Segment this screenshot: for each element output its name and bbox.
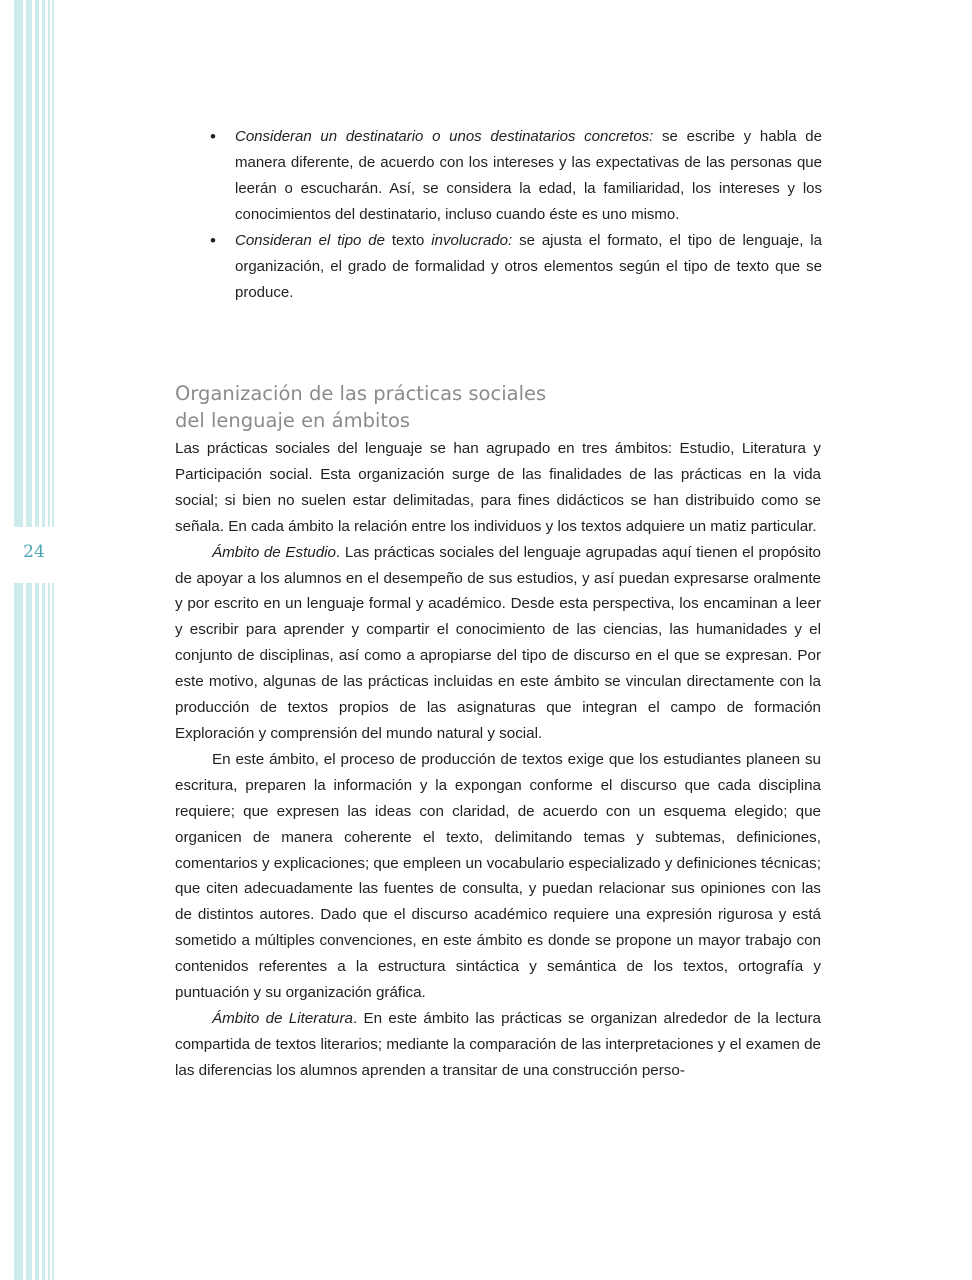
paragraph [175, 1006, 821, 1084]
stripe [48, 0, 50, 1280]
bullet-lead-plain: texto [384, 232, 432, 249]
stripe [14, 0, 23, 1280]
paragraph-text: . En este ámbito las prácticas se organizan alrededor de la lectura compartida de textos literarios; mediante la comparación de las interpretaciones y el examen de las diferencias los alumnos aprenden a transitar de una construcción perso- [175, 1009, 821, 1079]
bullet-list [210, 124, 822, 306]
margin-stripes [0, 0, 60, 1280]
bullet-text: se escribe y habla de manera diferente, de acuerdo con los intereses y las expectativas de las personas que leerán o escucharán. Así, se considera la edad, la familiaridad, los intereses y los conocimientos del destinatario, incluso cuando éste es uno mismo. [235, 128, 822, 223]
page-number: 24 [23, 542, 45, 562]
section-title-line: Organización de las prácticas sociales [175, 382, 547, 405]
paragraph-text: . Las prácticas sociales del lenguaje agrupadas aquí tienen el propósito de apoyar a los alumnos en el desempeño de sus estudios, y así puedan expresarse oralmente y por escrito en un lenguaje formal y académico. Desde esta perspectiva, los encaminan a leer y escribir para aprender y compartir el conocimiento de las ciencias, las humanidades y el conjunto de disciplinas, así como a apropiarse del tipo de discurso en el que se expresan. Por este motivo, algunas de las prácticas incluidas en este ámbito se vinculan directamente con la producción de textos propios de las asignaturas que integran el campo de formación Exploración y comprensión del mundo natural y social. [175, 543, 821, 742]
bullet-lead: Consideran un destinatario o unos destinatarios concretos: [235, 128, 654, 145]
section-title-line: del lenguaje en ámbitos [175, 409, 411, 432]
paragraph: Las prácticas sociales del lenguaje se han agrupado en tres ámbitos: Estudio, Literatura y Participación social. Esta organización surge de las finalidades de las prácticas en la vida social; si bien no suelen estar delimitadas, para fines didácticos se han distribuido como se señala. En cada ámbito la relación entre los individuos y los textos adquiere un matiz particular. [175, 440, 821, 535]
bullet-lead: involucrado: [431, 232, 513, 249]
paragraph: En este ámbito, el proceso de producción de textos exige que los estudiantes planeen su escritura, preparen la información y la expongan conforme el discurso que cada disciplina requiere; que expresen las ideas con claridad, de acuerdo con un esquema elegido; que organicen de manera coherente el texto, delimitando temas y subtemas, definiciones, comentarios y explicaciones; que empleen un vocabulario especializado y definiciones técnicas; que citen adecuadamente las fuentes de consulta, y puedan relacionar sus opiniones con las de distintos autores. Dado que el discurso académico requiere una expresión rigurosa y está sometido a múltiples convenciones, en este ámbito es donde se propone un mayor trabajo con contenidos referentes a la estructura sintáctica y semántica de los textos, ortografía y puntuación y su organización gráfica. [175, 750, 821, 1002]
body-text [175, 436, 821, 1084]
stripe [26, 0, 32, 1280]
stripe [42, 0, 45, 1280]
section-title [175, 380, 815, 434]
bullet-lead: Consideran el tipo de [235, 232, 385, 249]
list-item [210, 124, 822, 228]
paragraph-lead: Ámbito de Literatura [212, 1009, 353, 1027]
stripe [35, 0, 39, 1280]
paragraph-lead: Ámbito de Estudio [212, 543, 337, 561]
list-item [210, 228, 822, 306]
paragraph [175, 540, 821, 747]
stripe [52, 0, 54, 1280]
bullet-text: se ajusta el formato, el tipo de lenguaje, la organización, el grado de formalidad y otros elementos según el tipo de texto que se produce. [235, 232, 822, 301]
